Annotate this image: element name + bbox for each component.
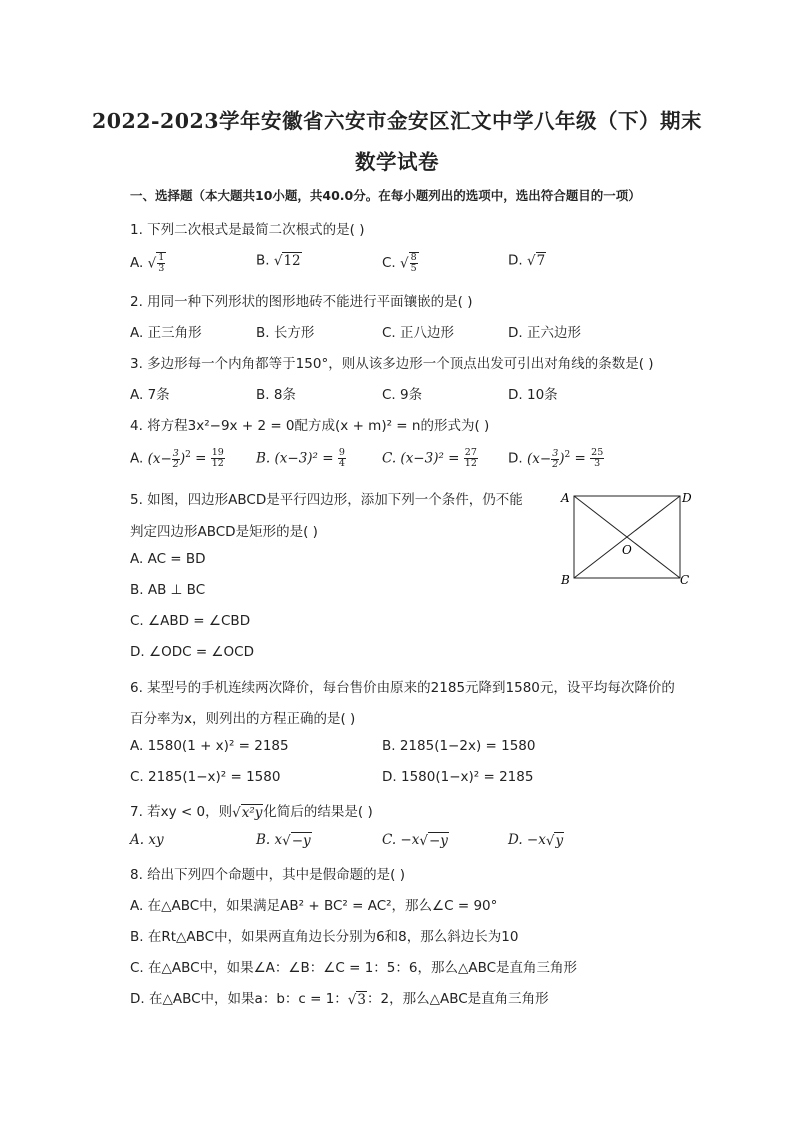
label-a: A	[561, 491, 570, 505]
q8-option-c[interactable]: C. 在△ABC中，如果∠A：∠B：∠C = 1：5：6，那么△ABC是直角三角形	[130, 960, 578, 976]
section-heading: 一、选择题（本大题共10小题，共40.0分。在每小题列出的选项中，选出符合题目的一项）	[130, 188, 641, 203]
q6-stem-line2: 百分率为x，则列出的方程正确的是( )	[130, 711, 356, 727]
q3-option-b[interactable]: B. 8条	[256, 387, 296, 403]
q2-option-b[interactable]: B. 长方形	[256, 325, 315, 341]
q4-options	[130, 448, 730, 474]
q7-option-b[interactable]: B. x√−y	[256, 832, 311, 849]
sqrt-symbol: √3	[347, 991, 366, 1008]
sqrt-symbol: √ $\frac{8}{5}$	[400, 252, 417, 274]
q1-option-c[interactable]: C. √ $\frac{8}{5}$	[382, 252, 417, 274]
q1-option-d[interactable]: D. √7	[508, 252, 546, 269]
q1-option-b[interactable]: B. √12	[256, 252, 301, 269]
label-b: B	[561, 573, 570, 587]
q6-options-row1	[130, 738, 730, 764]
q2-options	[130, 321, 730, 347]
q7-option-c[interactable]: C. −x√−y	[382, 832, 448, 849]
q8-option-b[interactable]: B. 在Rt△ABC中，如果两直角边长分别为6和8，那么斜边长为10	[130, 929, 519, 945]
q8-stem: 8. 给出下列四个命题中，其中是假命题的是( )	[130, 867, 405, 883]
exam-title-line2: 数学试卷	[355, 150, 439, 174]
q4-option-b[interactable]: B. (x−3)² = $\frac{9}{4}$	[256, 447, 345, 469]
q4-option-a[interactable]: A. (x− $\frac{3}{2}$ )$^2$ = $\frac{19}{12}$	[130, 447, 224, 470]
q5-option-d[interactable]: D. ∠ODC = ∠OCD	[130, 644, 254, 660]
q4-stem: 4. 将方程3x²−9x + 2 = 0配方成(x + m)² = n的形式为( )	[130, 418, 490, 434]
q6-option-c[interactable]: C. 2185(1−x)² = 1580	[130, 769, 281, 785]
sqrt-symbol: √ $\frac{1}{3}$	[147, 252, 165, 274]
q8-option-d[interactable]: D. 在△ABC中，如果a：b：c = 1：√3：2，那么△ABC是直角三角形	[130, 991, 549, 1008]
q2-option-a[interactable]: A. 正三角形	[130, 325, 202, 341]
q3-option-c[interactable]: C. 9条	[382, 387, 423, 403]
label-o: O	[622, 543, 632, 557]
sqrt-symbol: √−y	[419, 833, 448, 849]
q3-options	[130, 383, 730, 409]
q1-options	[130, 252, 730, 278]
q7-option-a[interactable]: A. xy	[130, 832, 164, 848]
q3-option-a[interactable]: A. 7条	[130, 387, 170, 403]
q6-stem-line1: 6. 某型号的手机连续两次降价，每台售价由原来的2185元降到1580元，设平均每次降价的	[130, 680, 675, 696]
sqrt-symbol: √12	[273, 253, 301, 269]
q7-stem: 7. 若xy < 0，则√x²y化简后的结果是( )	[130, 804, 373, 821]
exam-title-line1: 2022-2023学年安徽省六安市金安区汇文中学八年级（下）期末	[91, 109, 703, 133]
q5-stem-line2: 判定四边形ABCD是矩形的是( )	[130, 524, 318, 540]
label-d: D	[682, 491, 692, 505]
q5-stem-line1: 5. 如图，四边形ABCD是平行四边形，添加下列一个条件，仍不能	[130, 492, 523, 508]
q1-stem: 1. 下列二次根式是最简二次根式的是( )	[130, 222, 365, 238]
q5-option-b[interactable]: B. AB ⊥ BC	[130, 582, 206, 598]
sqrt-symbol: √x²y	[232, 804, 263, 821]
q4-option-c[interactable]: C. (x−3)² = $\frac{27}{12}$	[382, 447, 477, 469]
q1-option-a[interactable]: A. √ $\frac{1}{3}$	[130, 252, 165, 274]
q3-option-d[interactable]: D. 10条	[508, 387, 558, 403]
sqrt-symbol: √y	[545, 833, 564, 849]
q2-option-d[interactable]: D. 正六边形	[508, 325, 581, 341]
q2-stem: 2. 用同一种下列形状的图形地砖不能进行平面镶嵌的是( )	[130, 294, 473, 310]
q6-options-row2	[130, 769, 730, 795]
q5-option-a[interactable]: A. AC = BD	[130, 551, 206, 567]
q6-option-d[interactable]: D. 1580(1−x)² = 2185	[382, 769, 534, 785]
q4-option-d[interactable]: D. (x− $\frac{3}{2}$ )$^2$ = $\frac{25}{3}$	[508, 447, 604, 470]
q7-option-d[interactable]: D. −x√y	[508, 832, 564, 849]
q3-stem: 3. 多边形每一个内角都等于150°，则从该多边形一个顶点出发可引出对角线的条数是( )	[130, 356, 654, 372]
label-c: C	[680, 573, 690, 587]
q6-option-b[interactable]: B. 2185(1−2x) = 1580	[382, 738, 536, 754]
parallelogram-figure	[556, 488, 706, 588]
q7-options	[130, 832, 730, 858]
q2-option-c[interactable]: C. 正八边形	[382, 325, 455, 341]
sqrt-symbol: √7	[526, 253, 546, 269]
q5-option-c[interactable]: C. ∠ABD = ∠CBD	[130, 613, 251, 629]
q8-option-a[interactable]: A. 在△ABC中，如果满足AB² + BC² = AC²，那么∠C = 90°	[130, 898, 498, 914]
q6-option-a[interactable]: A. 1580(1 + x)² = 2185	[130, 738, 289, 754]
sqrt-symbol: √−y	[282, 833, 311, 849]
